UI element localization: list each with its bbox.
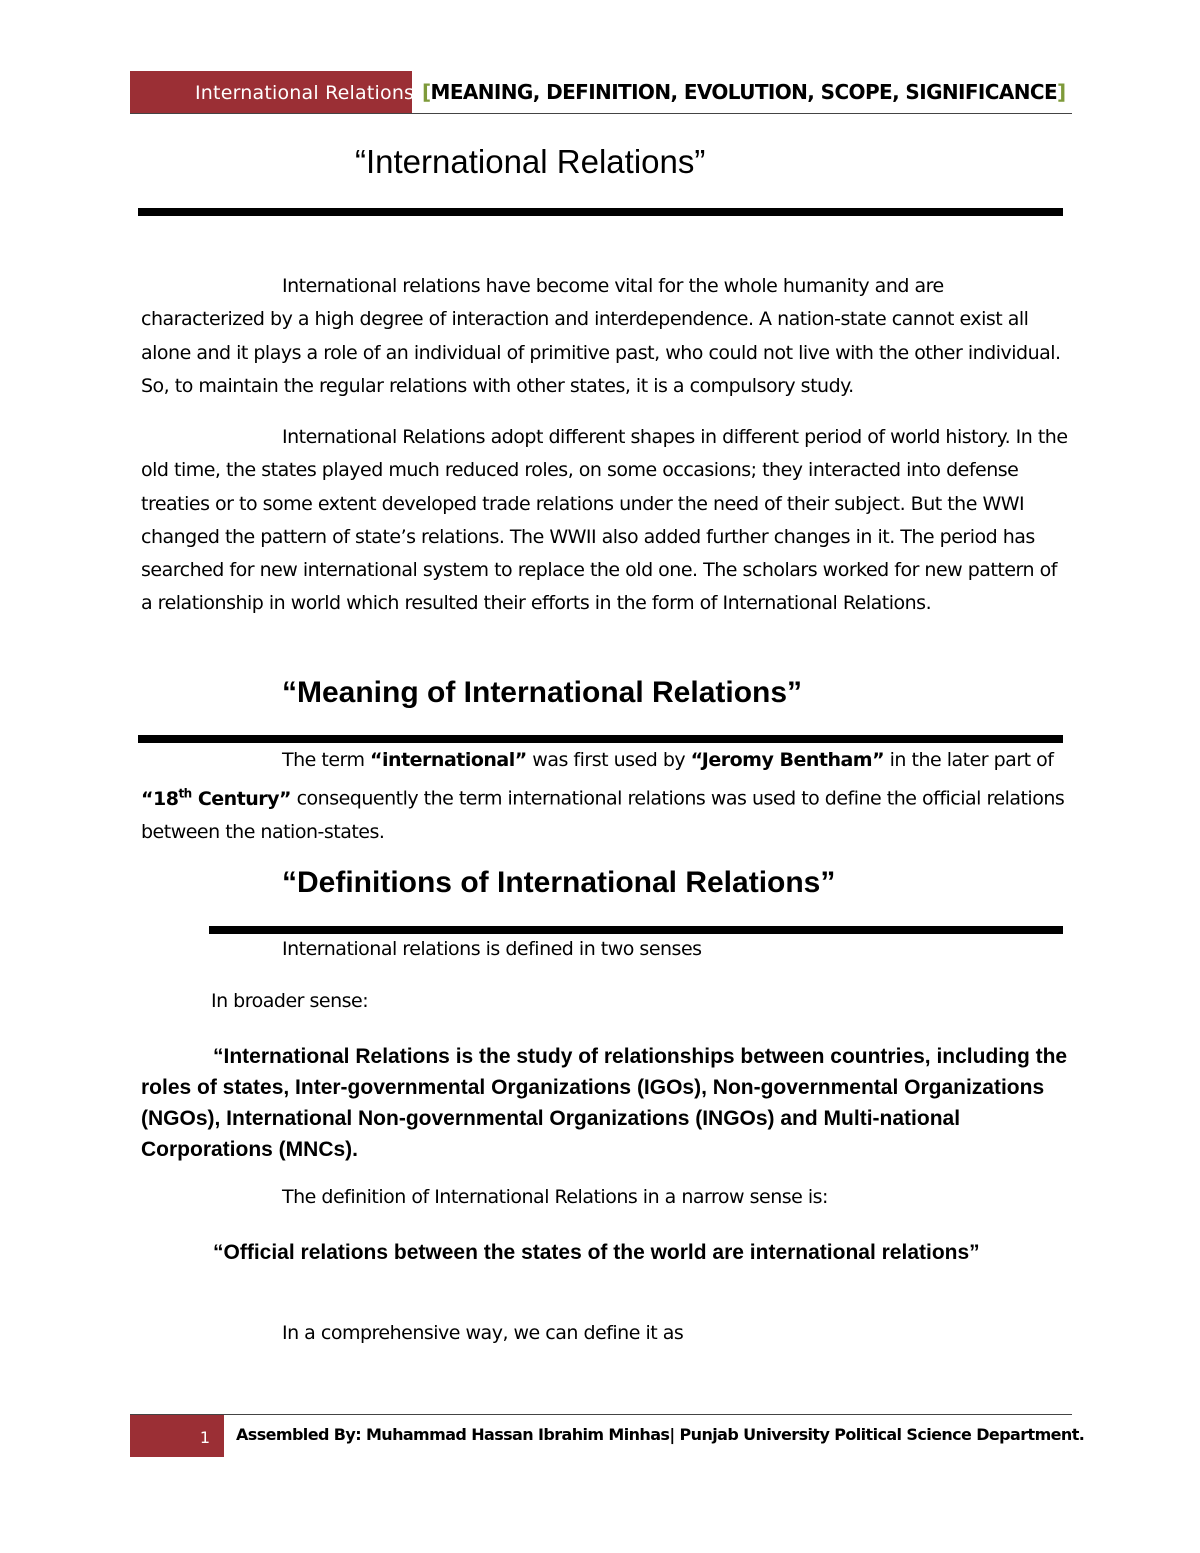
narrow-sense-label: The definition of International Relations in a narrow sense is: [282,1186,828,1208]
comprehensive-label: In a comprehensive way, we can define it as [282,1322,684,1344]
meaning-text-2: was first used by [526,749,691,771]
header-divider [130,113,1072,114]
footer-credit: Assembled By: Muhammad Hassan Ibrahim Minhas| Punjab University Political Science Department. [236,1425,1085,1444]
header-subtitle-text: MEANING, DEFINITION, EVOLUTION, SCOPE, SIGNIFICANCE [430,80,1058,104]
meaning-author: “Jeromy Bentham” [690,749,885,771]
meaning-term: “international” [370,749,527,771]
title-rule [138,208,1063,216]
meaning-rule [138,735,1063,743]
bracket-close: ] [1057,80,1066,104]
page-number: 1 [199,1428,211,1447]
meaning-paragraph [141,744,1071,849]
meaning-heading: “Meaning of International Relations” [282,676,803,709]
ordinal-suffix: th [178,786,192,801]
meaning-text-1: The term [282,749,371,771]
footer-divider [130,1414,1072,1415]
intro-paragraph-1: International relations have become vital for the whole humanity and are characterized by a high degree of interaction and interdependence. A nation-state cannot exist all alone and it plays a role of an individual of primitive past, who could not live with the other individual. So, to maintain the regular relations with other states, it is a compulsory study. [141,275,1061,397]
page-title: “International Relations” [355,143,706,180]
meaning-text-4: consequently the term international relations was used to define the official relations between the nation-states. [141,787,1065,843]
narrow-definition-quote: “Official relations between the states of the world are international relations” [213,1241,980,1264]
header-subtitle [422,80,1066,104]
definitions-heading: “Definitions of International Relations” [282,866,836,899]
intro-paragraph-2: International Relations adopt different shapes in different period of world history. In the old time, the states played much reduced roles, on some occasions; they interacted into defense treaties or to some extent developed trade relations under the need of their subject. But the WWI changed the pattern of state’s relations. The WWII also added further changes in it. The period has searched for new international system to replace the old one. The scholars worked for new pattern of a relationship in world which resulted their efforts in the form of International Relations. [141,426,1068,615]
broader-definition-quote: “International Relations is the study of relationships between countries, including the roles of states, Inter-governmental Organizations (IGOs), Non-governmental Organizations (NGOs), International Non-governmental Organizations (INGOs) and Multi-national Corporations (MNCs). [141,1045,1068,1161]
definitions-intro: International relations is defined in two senses [282,938,702,960]
broader-sense-label: In broader sense: [211,990,369,1012]
meaning-text-3: in the later part of [884,749,1054,771]
definitions-rule [209,926,1063,934]
bracket-open: [ [422,80,431,104]
header-label: International Relations: [195,82,421,104]
meaning-century: “18th Century” [141,786,292,810]
